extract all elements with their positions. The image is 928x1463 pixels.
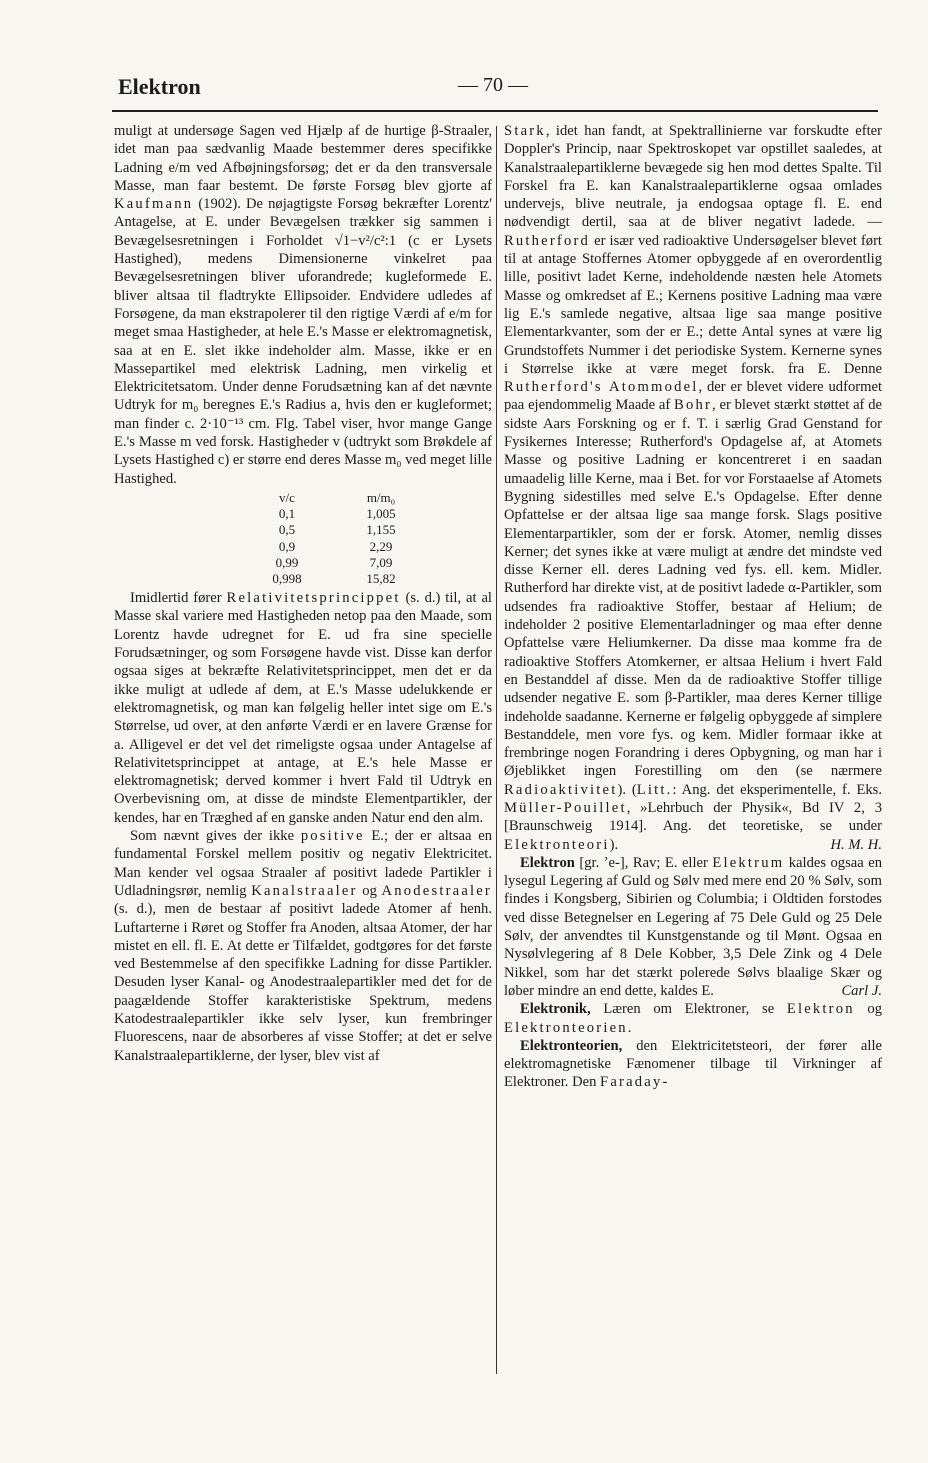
paragraph-mass-experiments: muligt at undersøge Sagen ved Hjælp af de hurtige β-Straaler, idet man paa sædvanlig Maade bestemmer deres specifikke Ladning e/m ved Afbøjningsforsøg; det er da den transversale Masse, man faar bestemt. De første Forsøg blev gjorte af Kaufmann (1902). De nøjagtigste Forsøg bekræfter Lorentz' Antagelse, at E. under Bevægelsen trækker sig sammen i Bevægelsesretningen i Forholdet √1−v²/c²:1 (c er Lysets Hastighed), medens Dimensionerne vinkelret paa Bevægelsesretningen bliver uforandrede; kugleformede E. bliver altsaa til fladtrykte Ellipsoider. Endvidere udledes af Forsøgene, da man ekstrapolerer til den rigtige Værdi af e/m for meget smaa Hastigheder, at hele E.'s Masse er elektromagnetisk, saa at en E. slet ikke indeholder alm. Masse, ikke er en Massepartikel med elektrisk Ladning, men virkelig et Elektricitetsatom. Under denne Forudsætning kan af det nævnte Udtryk for m₀ beregnes E.'s Radius a, hvis den er kugleformet; man finder c. 2·10⁻¹³ cm. Flg. Tabel viser, hvor mange Gange E.'s Masse m ved forsk. Hastigheder v (udtrykt som Brøkdele af Lysets Hastighed c) er større end deres Masse m₀ ved meget lille Hastighed.: [114, 123, 492, 487]
link-radioaktivitet: Radioaktivitet: [504, 781, 618, 798]
table-cell: 0,99: [275, 554, 299, 570]
left-column: [114, 122, 492, 1065]
paragraph-relativity: Imidlertid fører Relativitetsprincippet (s. d.) til, at al Masse skal variere med Hastigheden netop paa den Maade, som Lorentz havde udregnet for E. ud fra sine specielle Forudsætninger, og som Forsøgene havde vist. Disse kan derfor ogsaa siges at bekræfte Relativitetsprincippet, men det er da ikke muligt at udlede af dem, at E.'s Masse udelukkende er elektromagnetisk, og man kan følgelig heller intet sige om E.'s Størrelse, ud over, at den anførte Værdi er en lavere Grænse for a. Alligevel er det vel det rimeligste ogsaa under Antagelse af Relativitetsprincippet at antage, at E.'s hele Masse er elektromagnetisk; derved kommer i hvert Fald til Udtryk en Overbevisning om, at disse de mindste Elementpartikler, der kendes, har en Træghed af en ganske anden Natur end den alm.: [114, 590, 492, 826]
entry-headword: Elektronteorien,: [520, 1037, 623, 1054]
header-rule: [112, 110, 878, 112]
table-cell: 0,1: [278, 506, 296, 522]
link-elektron: Elektron: [786, 1001, 855, 1018]
paragraph-rutherford: Stark, idet han fandt, at Spektrallinierne var forskudte efter Doppler's Princip, naar Spektroskopet var opstillet saaledes, at Kanalstraalepartiklerne bevægede sig hen mod dettes Spalte. Til Forskel fra E. kan Kanalstraalepartiklerne ogsaa omlades undervejs, blive neutrale, ja endogsaa optage fl. E. end nødvendigt dertil, saa at de bliver negativt ladede. — Rutherford er især ved radioaktive Undersøgelser blevet ført til at antage Stoffernes Atomer opbyggede af en overordentlig lille, positivt ladet Kerne, indeholdende næsten hele Atomets Masse og omkredset af E.; Kernens positive Ladning maa være lig E.'s samlede negative, altsaa lige saa mange positive Elementarkvanter, som der er E.; dette Antal synes at være lig Grundstoffets Nummer i det periodiske System. Kernerne synes i Størrelse ikke at være meget forsk. fra E. Denne Rutherford's Atommodel, der er blevet videre udformet paa ejendommelig Maade af Bohr, er blevet stærkt støttet af de sidste Aars Forskning og er f. T. i særlig Grad Genstand for Fysikernes Interesse; Rutherford's Opdagelse af, at Atomets Masse og positive Ladning er koncentreret i en saadan umaadelig lille Kerne, maa i Bet. for vor Forstaaelse af Atomets Bygning sidestilles med selve E.'s Opdagelse. Efter denne Opfattelse er der altsaa lige saa mange forsk. Slags positive Elementarpartikler, som der er forsk. Atomer, nemlig disses Kerner; det synes ikke at være muligt at ændre det mindste ved disse Kerner ell. deres Ladning ved fys. ell. kem. Midler. Rutherford har direkte vist, at de positivt ladede α-Partikler, som udsendes fra radioaktive Stoffer, bestaar af Helium; de indeholder 2 positive Elementarladninger og maa efter denne Opfattelse være Heliumkerner. Da disse maa komme fra de radioaktive Stoffers Atomkerner, er altsaa Helium i hvert Fald en Bestanddel af disse. Men da de radioaktive Stoffer tillige udsender negative E. som β-Partikler, maa deres Kerner tillige indeholde saadanne. Kernerne er følgelig opbyggede af simplere Bestanddele, men vore fys. og kem. Midler formaar ikke at frembringe nogen Forandring i deres Opbygning, og man har i Øjeblikket ingen Forestilling om den (se nærmere Radioaktivitet). (Litt.: Ang. det eksperimentelle, f. Eks. Müller-Pouillet, »Lehrbuch der Physik«, Bd IV 2, 3 [Braunschweig 1914]. Ang. det teoretiske, se under Elektronteori). H. M. H.: [504, 123, 883, 853]
table-row: [240, 522, 428, 538]
entry-elektronteorien: Elektronteorien, den Elektricitetsteori, der fører alle elektromagnetiske Fænomener tilbage til Virkninger af Elektroner. Den Faraday-: [504, 1037, 882, 1091]
table-row: [240, 539, 428, 555]
table-cell: 2,29: [369, 538, 393, 554]
literature-label: Litt.: [636, 781, 673, 798]
author-signature: H. M. H.: [830, 836, 882, 853]
entry-headword: Elektronik,: [520, 1001, 591, 1018]
running-headword: Elektron: [118, 74, 201, 99]
table-cell: 0,998: [272, 570, 302, 586]
right-column: [504, 122, 882, 1092]
entry-elektronik: Elektronik, Læren om Elektroner, se Elektron og Elektronteorien.: [504, 1001, 882, 1036]
table-row: [240, 506, 428, 522]
link-kanalstraaler: Kanalstraaler: [251, 882, 358, 899]
name-rutherford: Rutherford: [504, 232, 591, 249]
link-elektronteori: Elektronteori: [504, 836, 610, 853]
entry-elektron-amber: Elektron [gr. ʼe-], Rav; E. eller Elektrum kaldes ogsaa en lysegul Legering af Guld og Sølv med mere end 20 % Sølv, som findes i Kongsberg, Sibirien og Columbia; i Oldtiden forstodes ved disse Betegnelser en Legering af 75 Dele Guld og 25 Dele Sølv, der anvendtes til Kunstgenstande og til Mønt. Ogsaa en Nysølvlegering af 8 Dele Kobber, 3,5 Dele Zink og 4 Dele Nikkel, som har det stærkt polerede Sølvs blaalige Skær og løber mindre an end dette, kaldes E. Carl J.: [504, 854, 882, 999]
table-cell: 1,005: [366, 506, 396, 522]
table-cell: 0,9: [278, 538, 296, 554]
table-header: m/m₀: [366, 489, 396, 505]
table-cell: 1,155: [366, 522, 396, 538]
table-cell: 7,09: [369, 554, 393, 570]
table-cell: 0,5: [278, 522, 296, 538]
name-kaufmann: Kaufmann: [114, 196, 194, 213]
name-muller-pouillet: Müller-Pouillet: [504, 799, 627, 816]
column-divider: [496, 126, 497, 1374]
table-header: v/c: [279, 489, 295, 505]
link-anodestraaler: Anodestraaler: [381, 882, 492, 899]
paragraph-positive-electrons: Som nævnt gives der ikke positive E.; der er altsaa en fundamental Forskel mellem positiv og negativ Elektricitet. Man kender vel ogsaa Straaler af positivt ladede Partikler i Udladningsrør, nemlig Kanalstraaler og Anodestraaler (s. d.), men de bestaar af positivt ladede Atomer af henh. Luftarterne i Røret og Stoffer fra Anoden, altsaa Atomer, der har mistet en ell. fl. E. At dette er Tilfældet, godtgøres for det første ved Bestemmelse af den specifikke Ladning for disse Partikler. Desuden lyser Kanal- og Anodestraalepartikler med det for de paagældende Stoffer karakteristiske Spektrum, medens Katodestraalepartikler ikke selv lyser, kun frembringer Fluorescens, naar de absorberes af visse Stoffer; at det er selve Kanalstraalepartiklerne, der lyser, blev vist af: [114, 828, 492, 1064]
name-stark: Stark: [504, 123, 546, 139]
link-elektronteorien: Elektronteorien: [504, 1019, 628, 1036]
name-faraday: Faraday-: [600, 1074, 670, 1091]
table-cell: 15,82: [366, 570, 396, 586]
author-signature: Carl J.: [841, 982, 882, 999]
mass-velocity-table: [240, 490, 428, 587]
entry-headword: Elektron: [520, 854, 575, 871]
table-header-row: [240, 490, 428, 506]
name-bohr: Bohr: [674, 397, 713, 414]
table-row: [240, 555, 428, 571]
rutherford-atommodel: Rutherford's Atommodel: [504, 379, 699, 396]
link-relativitetsprincippet: Relativitetsprincippet: [226, 590, 401, 607]
table-row: [240, 571, 428, 587]
running-header: [118, 72, 808, 102]
page-number: — 70 —: [458, 74, 528, 96]
